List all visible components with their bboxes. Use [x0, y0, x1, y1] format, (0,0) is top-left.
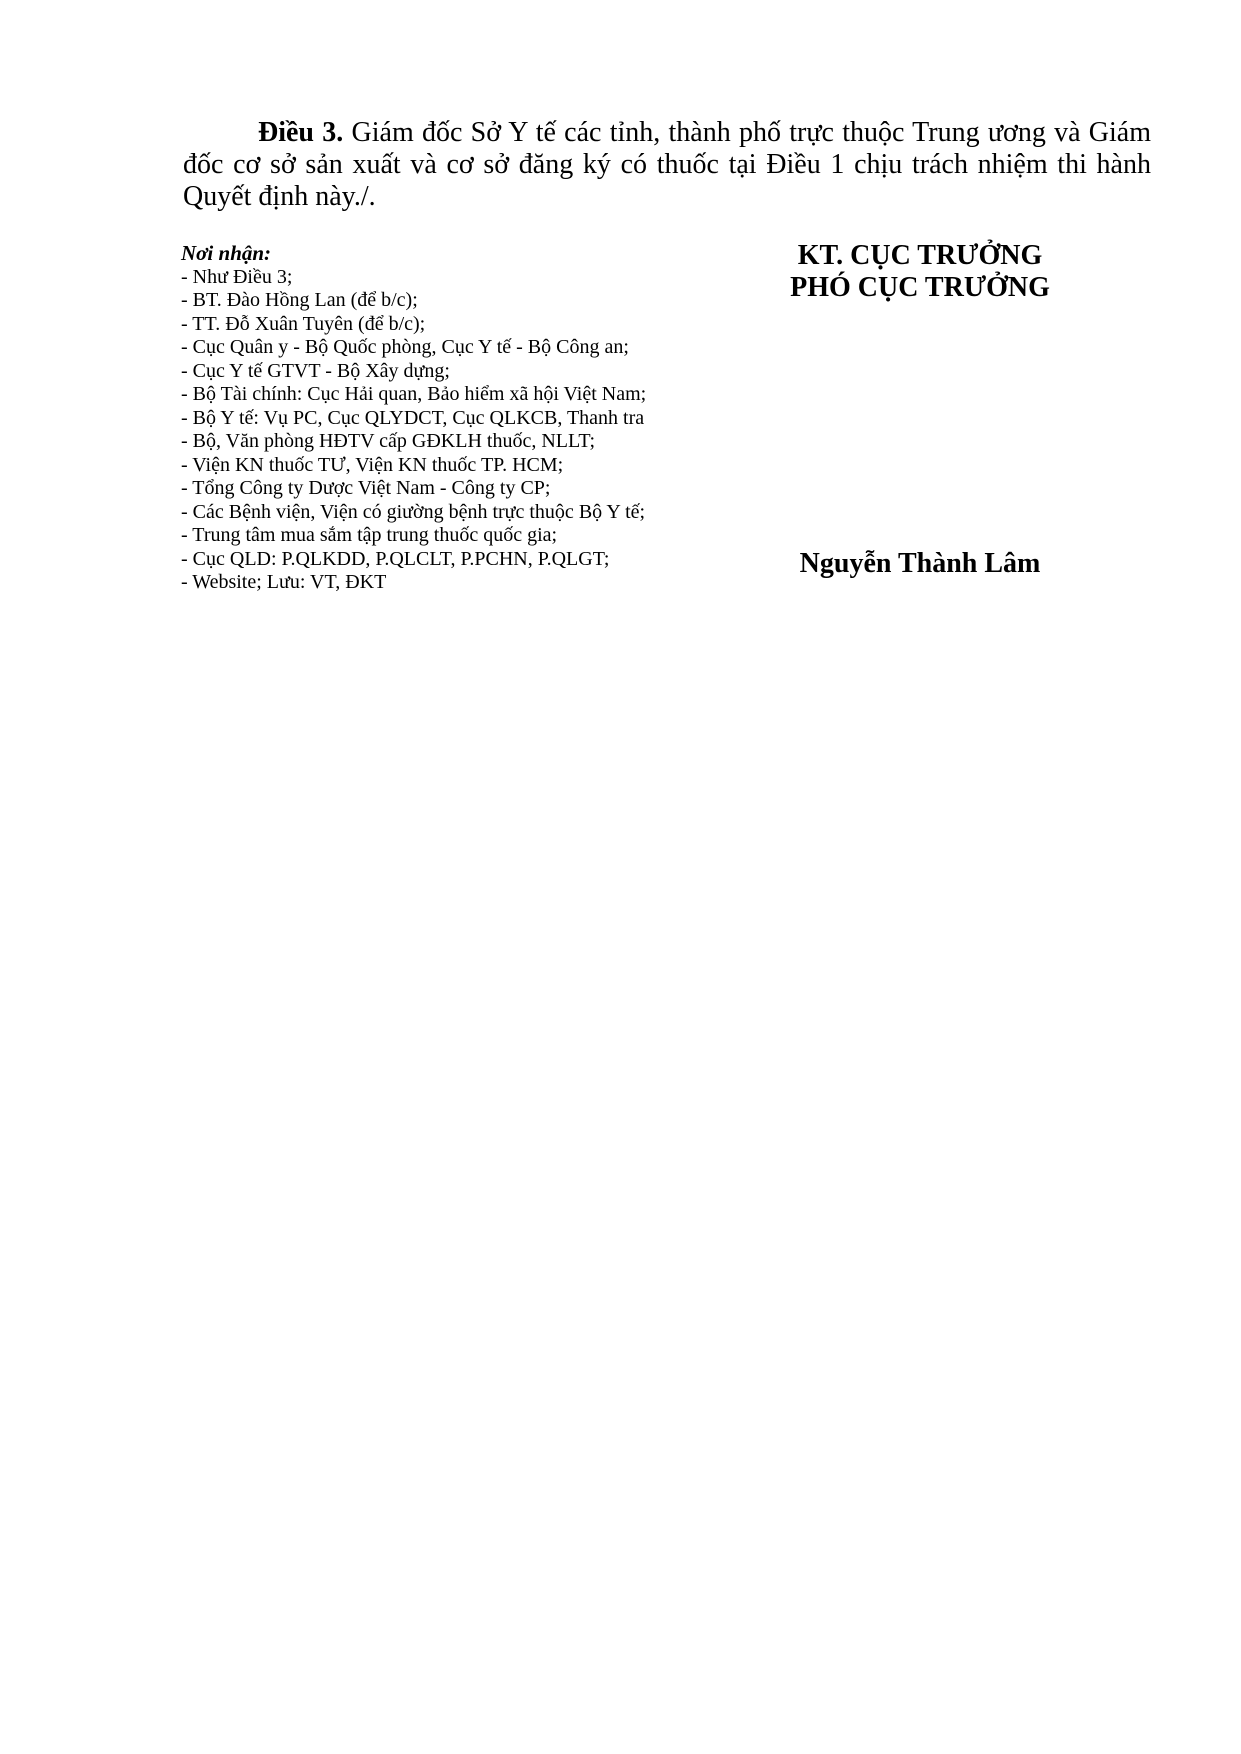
- recipient-item: - Như Điều 3;: [181, 265, 293, 288]
- recipient-item: - TT. Đỗ Xuân Tuyên (để b/c);: [181, 312, 426, 335]
- recipient-item: - Bộ Y tế: Vụ PC, Cục QLYDCT, Cục QLKCB, Thanh tra: [181, 406, 645, 429]
- article-3-paragraph: [183, 117, 1151, 213]
- recipient-item: - Website; Lưu: VT, ĐKT: [181, 571, 387, 593]
- recipients-list: [181, 266, 687, 595]
- article-body: Giám đốc Sở Y tế các tỉnh, thành phố trực thuộc Trung ương và Giám đốc cơ sở sản xuất và cơ sở đăng ký có thuốc tại Điều 1 chịu trách nhiệm thi hành Quyết định này./.: [183, 117, 1151, 212]
- signer-name: Nguyễn Thành Lâm: [799, 548, 1041, 579]
- recipient-item: - Cục Quân y - Bộ Quốc phòng, Cục Y tế - Bộ Công an;: [181, 336, 629, 358]
- recipient-item: - Tổng Công ty Dược Việt Nam - Công ty CP;: [181, 477, 551, 499]
- recipients-title: Nơi nhận:: [181, 241, 272, 265]
- recipient-item: - Cục Y tế GTVT - Bộ Xây dựng;: [181, 359, 450, 382]
- signature-block: [745, 240, 1095, 579]
- recipient-item: - BT. Đào Hồng Lan (để b/c);: [181, 289, 418, 311]
- recipient-item: - Bộ Tài chính: Cục Hải quan, Bảo hiểm xã hội Việt Nam;: [181, 383, 647, 405]
- recipient-item: - Bộ, Văn phòng HĐTV cấp GĐKLH thuốc, NLLT;: [181, 430, 596, 452]
- recipients-block: [181, 242, 687, 595]
- recipient-item: - Cục QLD: P.QLKDD, P.QLCLT, P.PCHN, P.QLGT;: [181, 547, 610, 570]
- recipient-item: - Trung tâm mua sắm tập trung thuốc quốc gia;: [181, 524, 558, 546]
- signature-title-line2: PHÓ CỤC TRƯỞNG: [790, 272, 1050, 303]
- article-heading: Điều 3.: [258, 117, 344, 148]
- recipient-item: - Các Bệnh viện, Viện có giường bệnh trực thuộc Bộ Y tế;: [181, 500, 646, 523]
- recipient-item: - Viện KN thuốc TƯ, Viện KN thuốc TP. HCM;: [181, 453, 564, 476]
- signature-title-line1: KT. CỤC TRƯỞNG: [797, 240, 1043, 271]
